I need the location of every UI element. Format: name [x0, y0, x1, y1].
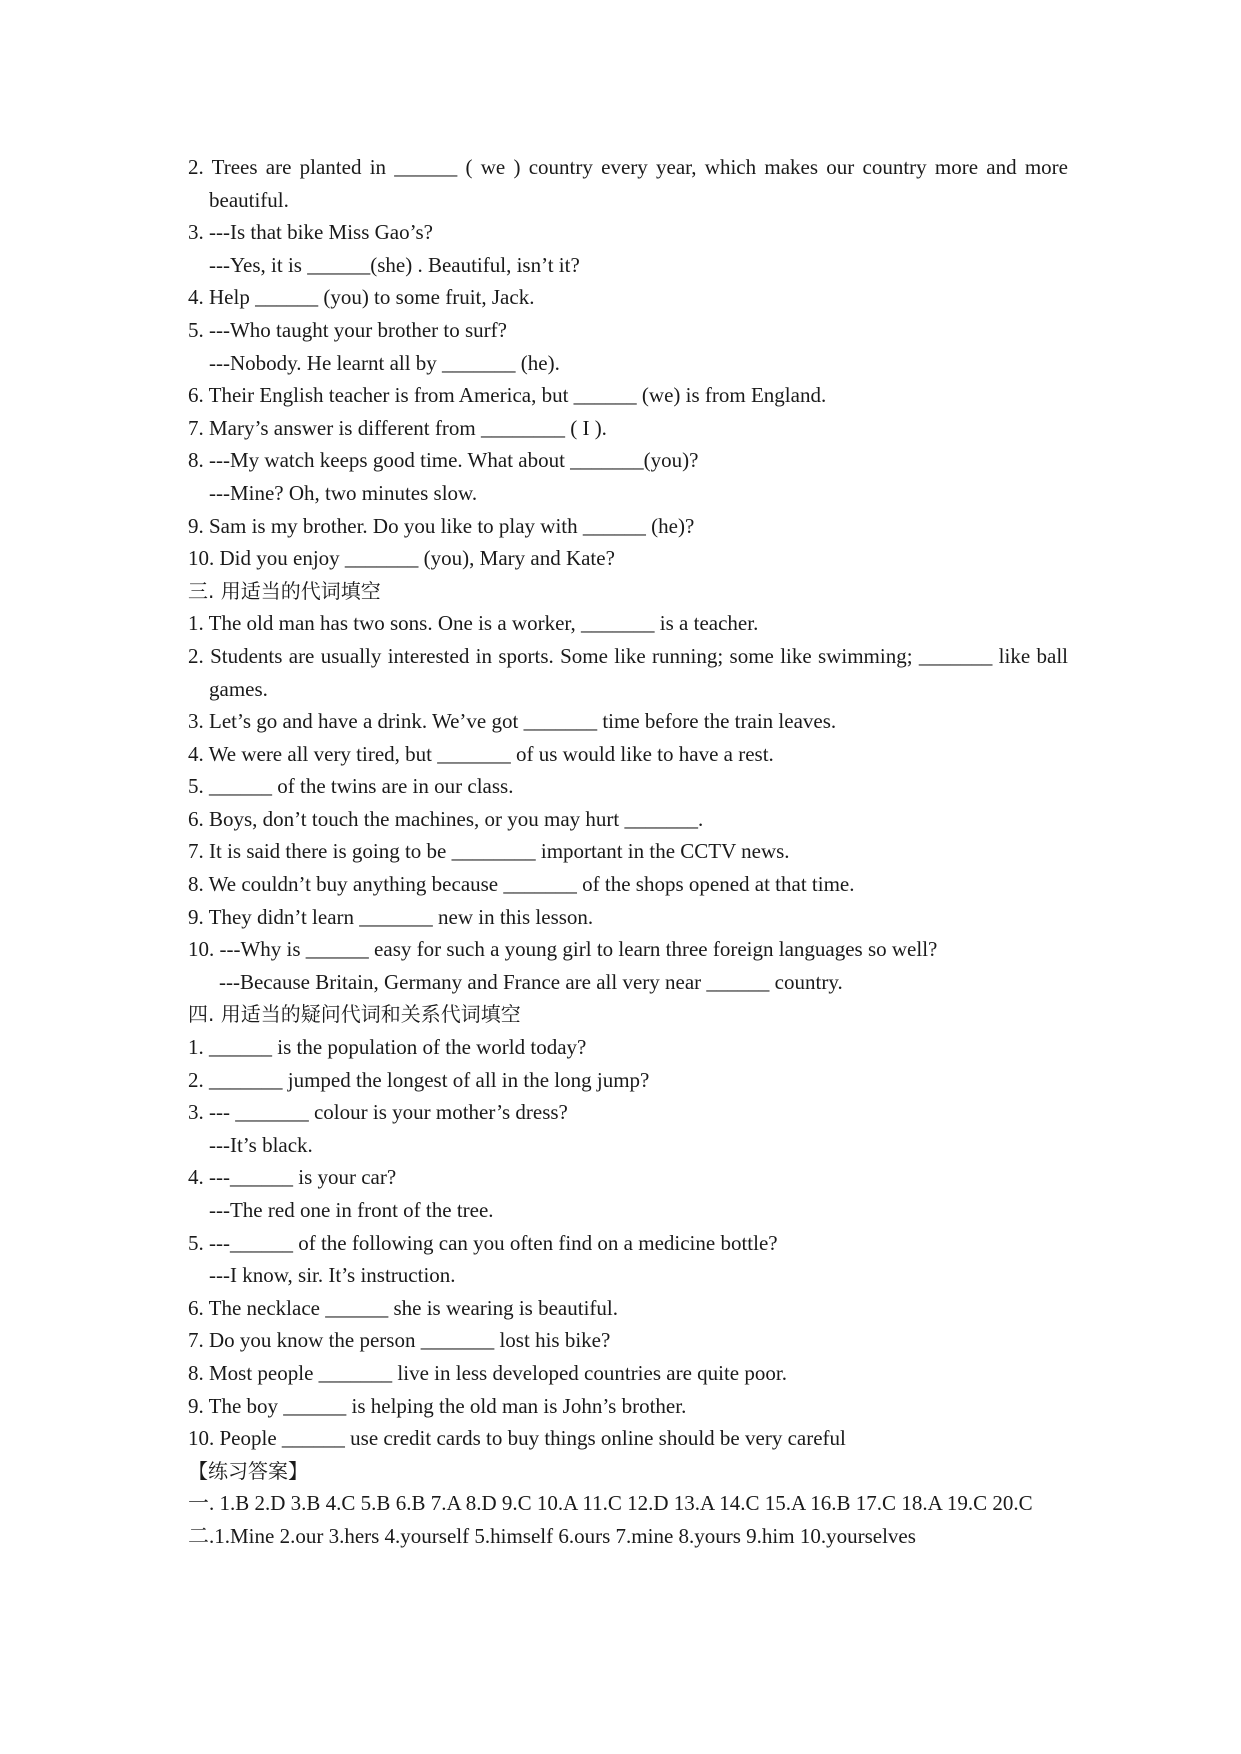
- s3-item-8: 8. We couldn’t buy anything because _______ of the shops opened at that time.: [188, 872, 855, 897]
- s2-item-2: 2. Trees are planted in ______ ( we ) country every year, which makes our country more and more beautiful.: [188, 155, 1068, 212]
- s4-item-2: 2. _______ jumped the longest of all in the long jump?: [188, 1067, 650, 1092]
- s2-item-4: 4. Help ______ (you) to some fruit, Jack.: [188, 285, 535, 310]
- s2-item-3-answer: ---Yes, it is ______(she) . Beautiful, isn’t it?: [209, 252, 580, 277]
- s4-item-1: 1. ______ is the population of the world today?: [188, 1035, 587, 1060]
- s4-item-4: 4. ---______ is your car?: [188, 1165, 397, 1190]
- section-3-heading: 三. 用适当的代词填空: [188, 578, 381, 603]
- s4-item-10: 10. People ______ use credit cards to buy things online should be very careful: [188, 1426, 846, 1451]
- s4-item-4-answer: ---The red one in front of the tree.: [209, 1198, 494, 1222]
- s2-item-8: 8. ---My watch keeps good time. What about _______(you)?: [188, 448, 699, 473]
- s2-item-9: 9. Sam is my brother. Do you like to play with ______ (he)?: [188, 513, 695, 538]
- s4-item-9: 9. The boy ______ is helping the old man is John’s brother.: [188, 1393, 687, 1418]
- s2-item-6: 6. Their English teacher is from America, but ______ (we) is from England.: [188, 383, 827, 408]
- s3-item-3: 3. Let’s go and have a drink. We’ve got _______ time before the train leaves.: [188, 709, 837, 734]
- s3-item-10-answer: ---Because Britain, Germany and France are all very near ______ country.: [219, 969, 843, 994]
- answers-heading: 【练习答案】: [188, 1458, 308, 1483]
- s4-item-5: 5. ---______ of the following can you often find on a medicine bottle?: [188, 1230, 778, 1255]
- s3-item-6: 6. Boys, don’t touch the machines, or you may hurt _______.: [188, 806, 704, 831]
- s3-item-2: 2. Students are usually interested in sports. Some like running; some like swimming; _______ like ball games.: [188, 643, 1068, 701]
- s2-item-7: 7. Mary’s answer is different from ________ ( I ).: [188, 415, 607, 440]
- s3-item-9: 9. They didn’t learn _______ new in this lesson.: [188, 904, 594, 929]
- s2-item-5: 5. ---Who taught your brother to surf?: [188, 317, 507, 342]
- answers-part-1: 一. 1.B 2.D 3.B 4.C 5.B 6.B 7.A 8.D 9.C 10.A 11.C 12.D 13.A 14.C 15.A 16.B 17.C 18.A 19.C 20.C: [188, 1491, 1033, 1516]
- s3-item-1: 1. The old man has two sons. One is a worker, _______ is a teacher.: [188, 611, 759, 636]
- s4-item-7: 7. Do you know the person _______ lost his bike?: [188, 1328, 611, 1353]
- s4-item-6: 6. The necklace ______ she is wearing is beautiful.: [188, 1295, 618, 1320]
- s3-item-5: 5. ______ of the twins are in our class.: [188, 774, 514, 799]
- s4-item-5-answer: ---I know, sir. It’s instruction.: [209, 1263, 456, 1288]
- answers-part-2: 二.1.Mine 2.our 3.hers 4.yourself 5.himself 6.ours 7.mine 8.yours 9.him 10.yourselves: [188, 1523, 916, 1548]
- document-body: [188, 151, 1068, 1553]
- s3-item-10: 10. ---Why is ______ easy for such a young girl to learn three foreign languages so well?: [188, 937, 938, 962]
- section-4-heading: 四. 用适当的疑问代词和关系代词填空: [188, 1002, 521, 1027]
- s3-item-7: 7. It is said there is going to be ________ important in the CCTV news.: [188, 839, 790, 864]
- s2-item-3: 3. ---Is that bike Miss Gao’s?: [188, 220, 433, 245]
- s3-item-4: 4. We were all very tired, but _______ of us would like to have a rest.: [188, 741, 774, 766]
- s2-item-8-answer: ---Mine? Oh, two minutes slow.: [209, 480, 478, 505]
- s2-item-5-answer: ---Nobody. He learnt all by _______ (he).: [209, 350, 560, 375]
- s2-item-10: 10. Did you enjoy _______ (you), Mary and Kate?: [188, 546, 615, 571]
- s4-item-3: 3. --- _______ colour is your mother’s dress?: [188, 1100, 568, 1125]
- s4-item-8: 8. Most people _______ live in less developed countries are quite poor.: [188, 1360, 787, 1385]
- s4-item-3-answer: ---It’s black.: [209, 1132, 313, 1157]
